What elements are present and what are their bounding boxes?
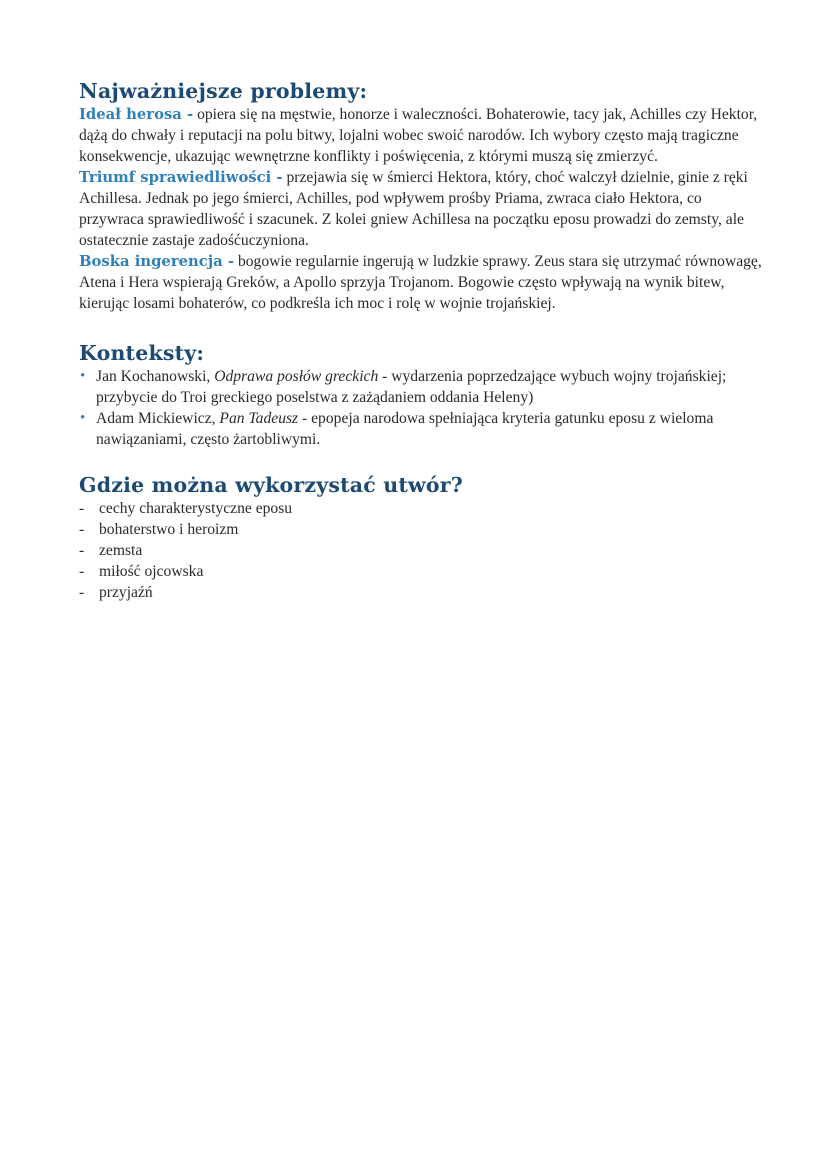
contexts-section — [79, 340, 769, 450]
context-work-title: Pan Tadeusz — [219, 410, 299, 427]
usage-item — [79, 519, 769, 540]
usage-item — [79, 561, 769, 582]
bullet-icon: • — [80, 368, 86, 384]
context-item — [79, 408, 769, 450]
dash-icon: - — [79, 584, 85, 601]
context-description: - epopeja narodowa spełniająca kryteria gatunku eposu z wieloma nawiązaniami, często żartobliwymi. — [96, 410, 714, 448]
dash-icon: - — [79, 521, 85, 538]
problem-term: Ideał herosa - — [79, 106, 194, 123]
context-author: Adam Mickiewicz, — [96, 410, 220, 427]
context-author: Jan Kochanowski, — [96, 368, 215, 385]
document-content — [79, 78, 769, 603]
usage-section — [79, 472, 769, 603]
usage-item — [79, 498, 769, 519]
problem-term: Boska ingerencja - — [79, 253, 235, 270]
usage-heading: Gdzie można wykorzystać utwór? — [79, 473, 463, 497]
context-item — [79, 366, 769, 408]
usage-item — [79, 540, 769, 561]
usage-item-label: zemsta — [99, 542, 143, 559]
usage-item-label: miłość ojcowska — [99, 563, 204, 580]
context-work-title: Odprawa posłów greckich — [214, 368, 379, 385]
usage-list — [79, 498, 769, 603]
dash-icon: - — [79, 563, 85, 580]
usage-item-label: bohaterstwo i heroizm — [99, 521, 239, 538]
usage-item — [79, 582, 769, 603]
problem-item — [79, 251, 769, 314]
usage-item-label: przyjaźń — [99, 584, 153, 601]
contexts-list — [79, 366, 769, 450]
bullet-icon: • — [80, 410, 86, 426]
problem-text: bogowie regularnie ingerują w ludzkie sprawy. Zeus stara się utrzymać równowagę, Atena i Hera wspierają Greków, a Apollo sprzyja Trojanom. Bogowie często wpływają na wynik bitew, kierując losami bohaterów, co podkreśla ich moc i rolę w wojnie trojańskiej. — [79, 253, 762, 312]
problem-text: przejawia się w śmierci Hektora, który, choć walczył dzielnie, ginie z ręki Achillesa. Jednak po jego śmierci, Achilles, pod wpływem prośby Priama, zwraca ciało Hektora, co przywraca sprawiedliwość i szacunek. Z kolei gniew Achillesa na początku eposu prowadzi do zemsty, ale ostatecznie zastaje zadośćuczyniona. — [79, 169, 748, 249]
contexts-heading: Konteksty: — [79, 341, 205, 365]
problem-item — [79, 104, 769, 167]
context-description: - wydarzenia poprzedzające wybuch wojny trojańskiej; przybycie do Troi greckiego poselstwa z zażądaniem oddania Heleny) — [96, 368, 727, 406]
problems-heading: Najważniejsze problemy: — [79, 79, 368, 103]
problem-item — [79, 167, 769, 251]
dash-icon: - — [79, 542, 85, 559]
problem-text: opiera się na męstwie, honorze i waleczności. Bohaterowie, tacy jak, Achilles czy Hektor, dążą do chwały i reputacji na polu bitwy, lojalni wobec swoić narodów. Ich wybory często mają tragiczne konsekwencje, ukazując wewnętrzne konflikty i poświęcenia, z którymi muszą się zmierzyć. — [79, 106, 758, 165]
problems-section — [79, 78, 769, 314]
problem-term: Triumf sprawiedliwości - — [79, 169, 283, 186]
usage-item-label: cechy charakterystyczne eposu — [99, 500, 293, 517]
dash-icon: - — [79, 500, 85, 517]
